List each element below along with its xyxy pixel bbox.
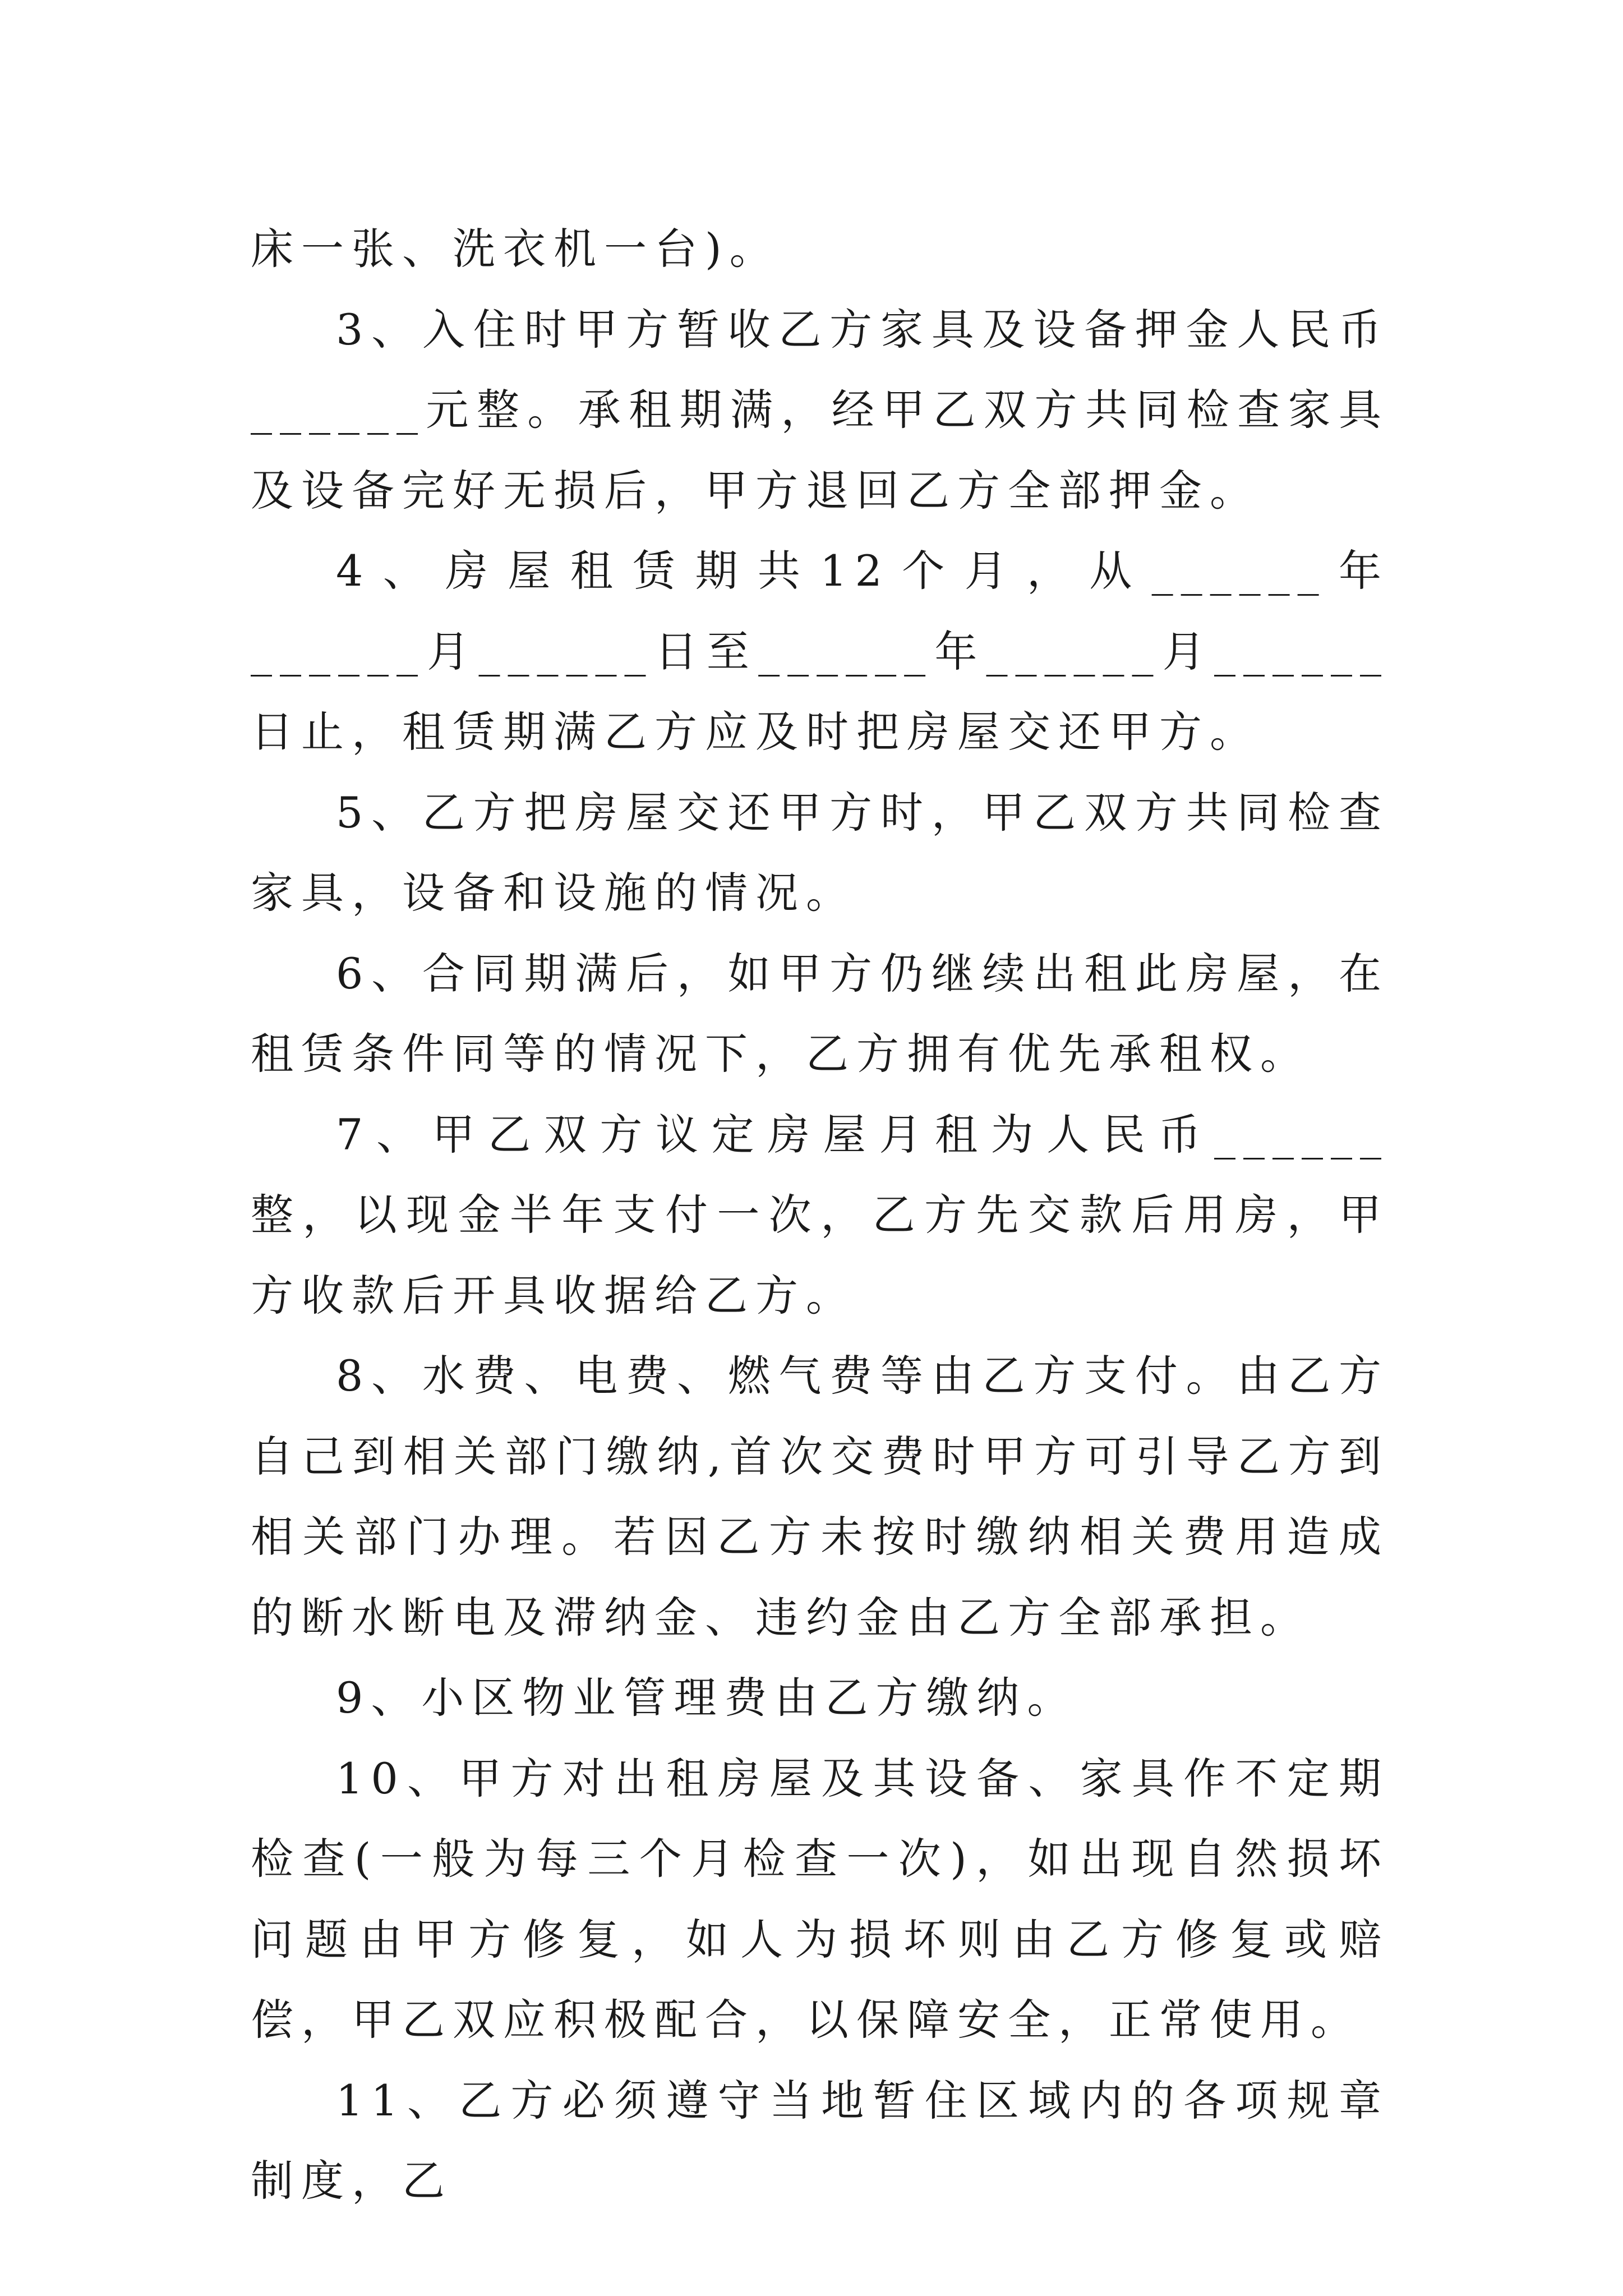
clause-6: 6、合同期满后，如甲方仍继续出租此房屋，在租赁条件同等的情况下，乙方拥有优先承租权。 (251, 948, 1389, 1079)
clause-4: 4、房屋租赁期共12个月，从______年______月______日至______年______月______日止，租赁期满乙方应及时把房屋交还甲方。 (251, 546, 1389, 757)
clause-8: 8、水费、电费、燃气费等由乙方支付。由乙方自己到相关部门缴纳,首次交费时甲方可引导乙方到相关部门办理。若因乙方未按时缴纳相关费用造成的断水断电及滞纳金、违约金由乙方全部承担。 (251, 1351, 1389, 1642)
clause-5: 5、乙方把房屋交还甲方时，甲乙双方共同检查家具，设备和设施的情况。 (251, 787, 1389, 918)
clause-11: 11、乙方必须遵守当地暂住区域内的各项规章制度，乙 (251, 2075, 1389, 2206)
paragraph-continuation: 床一张、洗衣机一台)。 (251, 224, 780, 274)
clause-7: 7、甲乙双方议定房屋月租为人民币______整，以现金半年支付一次，乙方先交款后用房，甲方收款后开具收据给乙方。 (251, 1109, 1389, 1320)
clause-10: 10、甲方对出租房屋及其设备、家具作不定期检查(一般为每三个月检查一次)，如出现自然损坏问题由甲方修复，如人为损坏则由乙方修复或赔偿，甲乙双应积极配合，以保障安全，正常使用。 (251, 1753, 1389, 2045)
clause-3: 3、入住时甲方暂收乙方家具及设备押金人民币______元整。承租期满，经甲乙双方共同检查家具及设备完好无损后，甲方退回乙方全部押金。 (251, 304, 1389, 516)
contract-body (251, 209, 1389, 2221)
clause-9: 9、小区物业管理费由乙方缴纳。 (336, 1673, 1078, 1723)
